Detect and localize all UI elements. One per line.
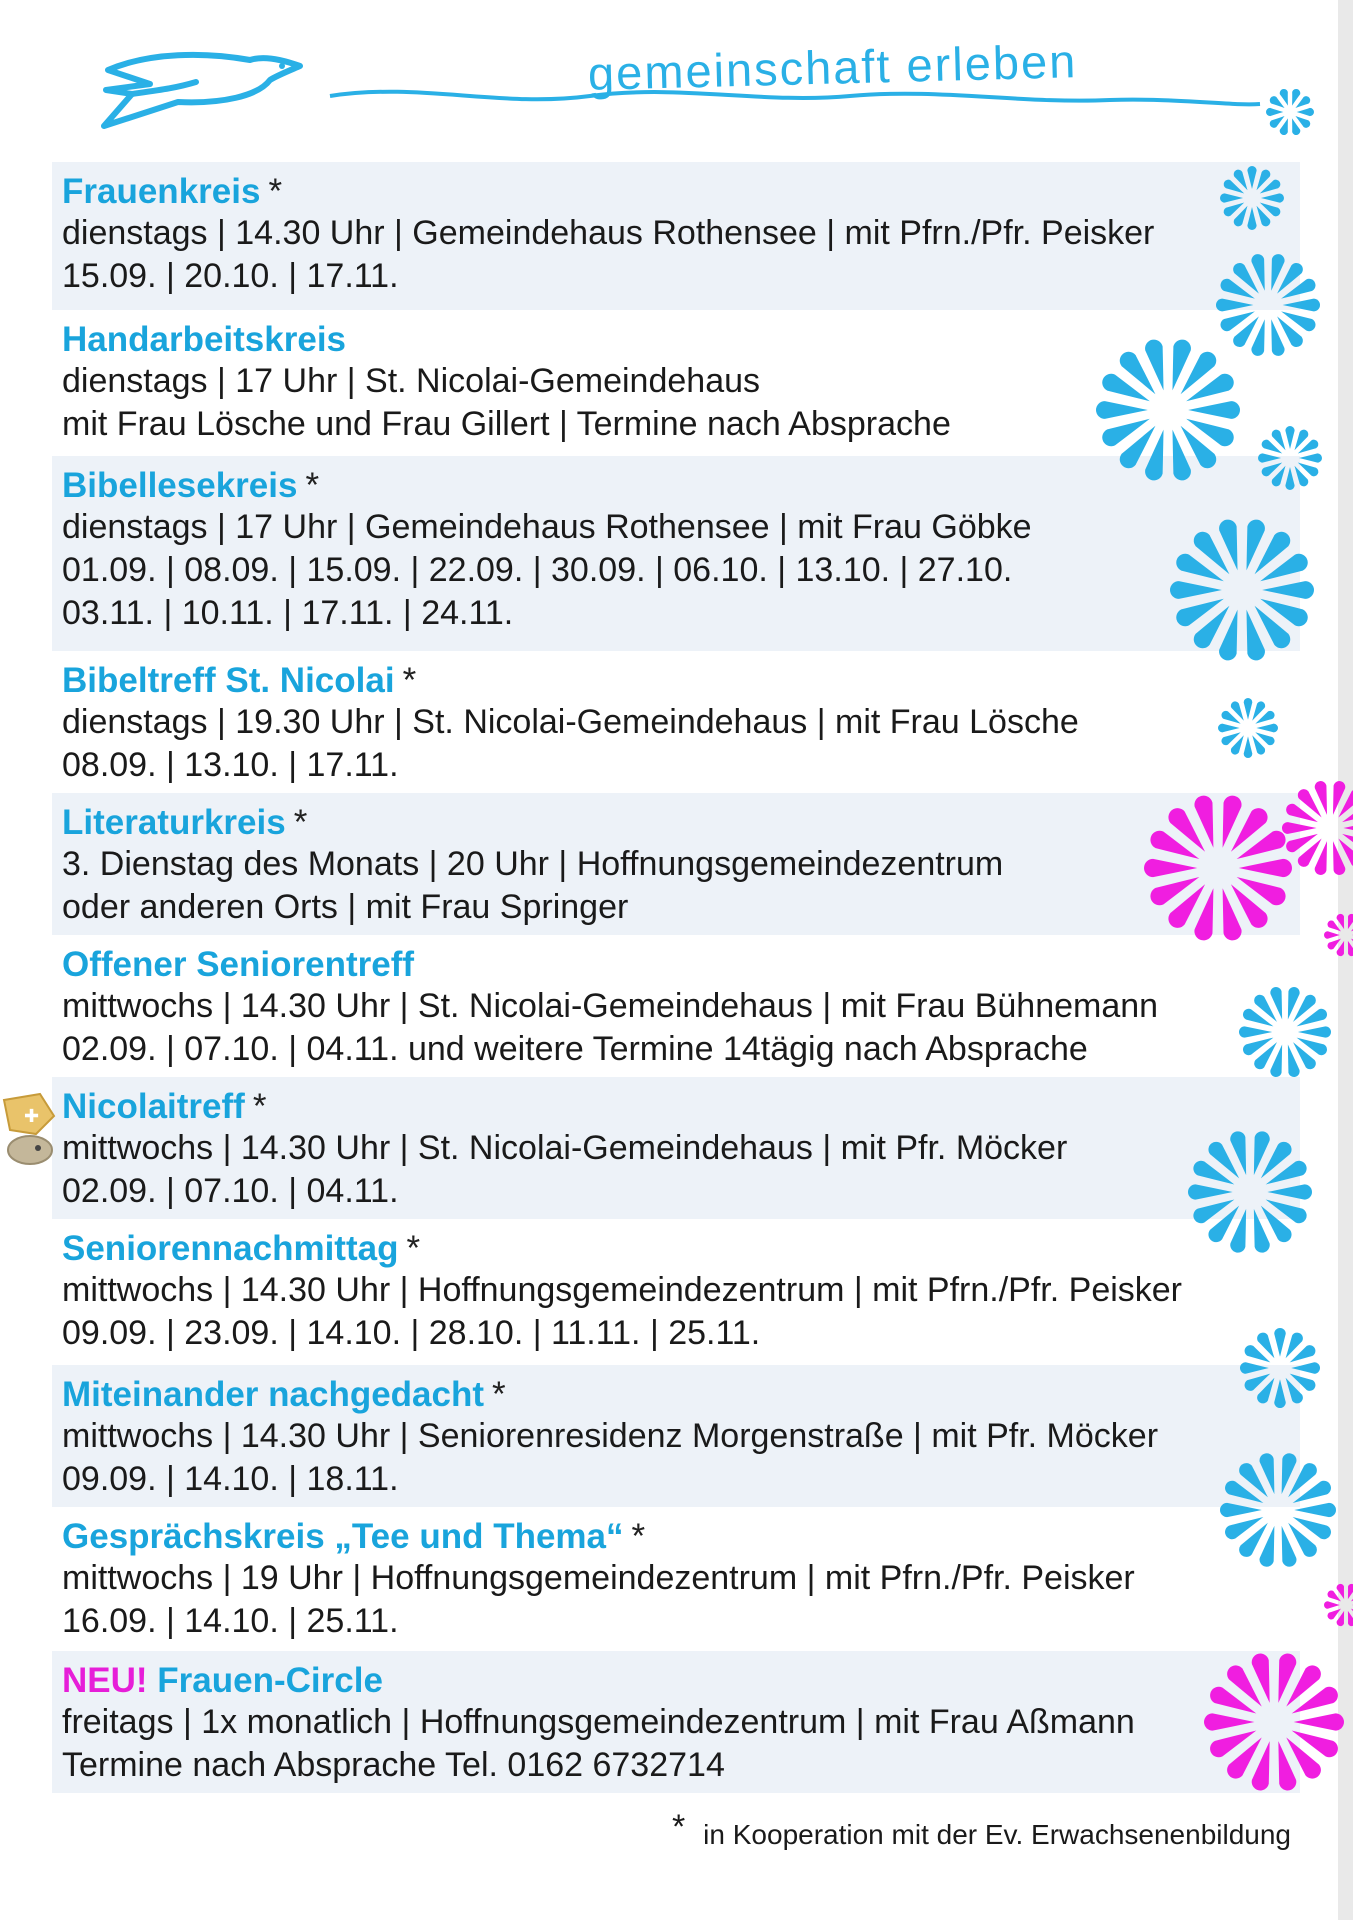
event-dates: 02.09. | 07.10. | 04.11. <box>62 1172 399 1210</box>
event-dates: 08.09. | 13.10. | 17.11. <box>62 746 399 784</box>
event-schedule: mittwochs | 14.30 Uhr | St. Nicolai-Gemeindehaus | mit Pfr. Möcker <box>62 1129 1068 1167</box>
footnote <box>672 1808 1291 1851</box>
event-frauen-circle <box>52 1651 1300 1793</box>
event-details: mit Frau Lösche und Frau Gillert | Termine nach Absprache <box>62 405 951 443</box>
event-schedule: mittwochs | 14.30 Uhr | Hoffnungsgemeindezentrum | mit Pfrn./Pfr. Peisker <box>62 1271 1183 1309</box>
page-edge <box>1338 0 1353 1920</box>
event-schedule: freitags | 1x monatlich | Hoffnungsgemeindezentrum | mit Frau Aßmann <box>62 1703 1135 1741</box>
event-title: NEU! Frauen-Circle <box>62 1661 383 1700</box>
event-details: oder anderen Orts | mit Frau Springer <box>62 888 629 926</box>
event-schedule: dienstags | 14.30 Uhr | Gemeindehaus Rothensee | mit Pfrn./Pfr. Peisker <box>62 214 1155 252</box>
event-title: Miteinander nachgedacht * <box>62 1375 506 1414</box>
seal-icon <box>0 1090 58 1170</box>
svg-text:✚: ✚ <box>24 1106 40 1127</box>
event-dates: 02.09. | 07.10. | 04.11. und weitere Termine 14tägig nach Absprache <box>62 1030 1088 1068</box>
footnote-text: in Kooperation mit der Ev. Erwachsenenbildung <box>703 1819 1291 1850</box>
event-title: Gesprächskreis „Tee und Thema“ * <box>62 1517 646 1556</box>
event-dates: 01.09. | 08.09. | 15.09. | 22.09. | 30.09. | 06.10. | 13.10. | 27.10. <box>62 551 1013 589</box>
event-seniorennachmittag <box>52 1219 1300 1365</box>
page-title: gemeinschaft erleben <box>587 34 1078 100</box>
event-schedule: mittwochs | 19 Uhr | Hoffnungsgemeindezentrum | mit Pfrn./Pfr. Peisker <box>62 1559 1135 1597</box>
event-title: Offener Seniorentreff <box>62 945 414 984</box>
event-dates: 16.09. | 14.10. | 25.11. <box>62 1602 399 1640</box>
event-literaturkreis <box>52 793 1300 935</box>
event-bibellesekreis <box>52 456 1300 651</box>
event-schedule: 3. Dienstag des Monats | 20 Uhr | Hoffnungsgemeindezentrum <box>62 845 1004 883</box>
event-title: Seniorennachmittag * <box>62 1229 421 1268</box>
event-nicolaitreff <box>52 1077 1300 1219</box>
event-details: Termine nach Absprache Tel. 0162 6732714 <box>62 1746 725 1784</box>
event-title: Bibellesekreis * <box>62 466 320 505</box>
event-title: Handarbeitskreis <box>62 320 347 359</box>
event-title: Literaturkreis * <box>62 803 308 842</box>
event-title: Bibeltreff St. Nicolai * <box>62 661 417 700</box>
event-frauenkreis <box>52 162 1300 310</box>
events-list <box>52 162 1300 1793</box>
footnote-star: * <box>671 1808 686 1846</box>
event-bibeltreff <box>52 651 1300 793</box>
event-dates: 15.09. | 20.10. | 17.11. <box>62 257 399 295</box>
dove-icon <box>104 55 300 126</box>
event-dates: 09.09. | 14.10. | 18.11. <box>62 1460 399 1498</box>
event-gespraechskreis <box>52 1507 1300 1651</box>
event-schedule: mittwochs | 14.30 Uhr | Seniorenresidenz Morgenstraße | mit Pfr. Möcker <box>62 1417 1159 1455</box>
event-dates: 03.11. | 10.11. | 17.11. | 24.11. <box>62 594 514 632</box>
event-schedule: dienstags | 17 Uhr | St. Nicolai-Gemeindehaus <box>62 362 761 400</box>
event-schedule: mittwochs | 14.30 Uhr | St. Nicolai-Gemeindehaus | mit Frau Bühnemann <box>62 987 1159 1025</box>
event-title: Nicolaitreff * <box>62 1087 267 1126</box>
event-miteinander-nachgedacht <box>52 1365 1300 1507</box>
event-title: Frauenkreis * <box>62 172 283 211</box>
event-dates: 09.09. | 23.09. | 14.10. | 28.10. | 11.11. | 25.11. <box>62 1314 761 1352</box>
new-badge: NEU! <box>62 1661 148 1700</box>
event-offener-seniorentreff <box>52 935 1300 1077</box>
event-handarbeitskreis <box>52 310 1300 456</box>
event-schedule: dienstags | 17 Uhr | Gemeindehaus Rothensee | mit Frau Göbke <box>62 508 1032 546</box>
header <box>0 0 1353 160</box>
event-schedule: dienstags | 19.30 Uhr | St. Nicolai-Gemeindehaus | mit Frau Lösche <box>62 703 1079 741</box>
